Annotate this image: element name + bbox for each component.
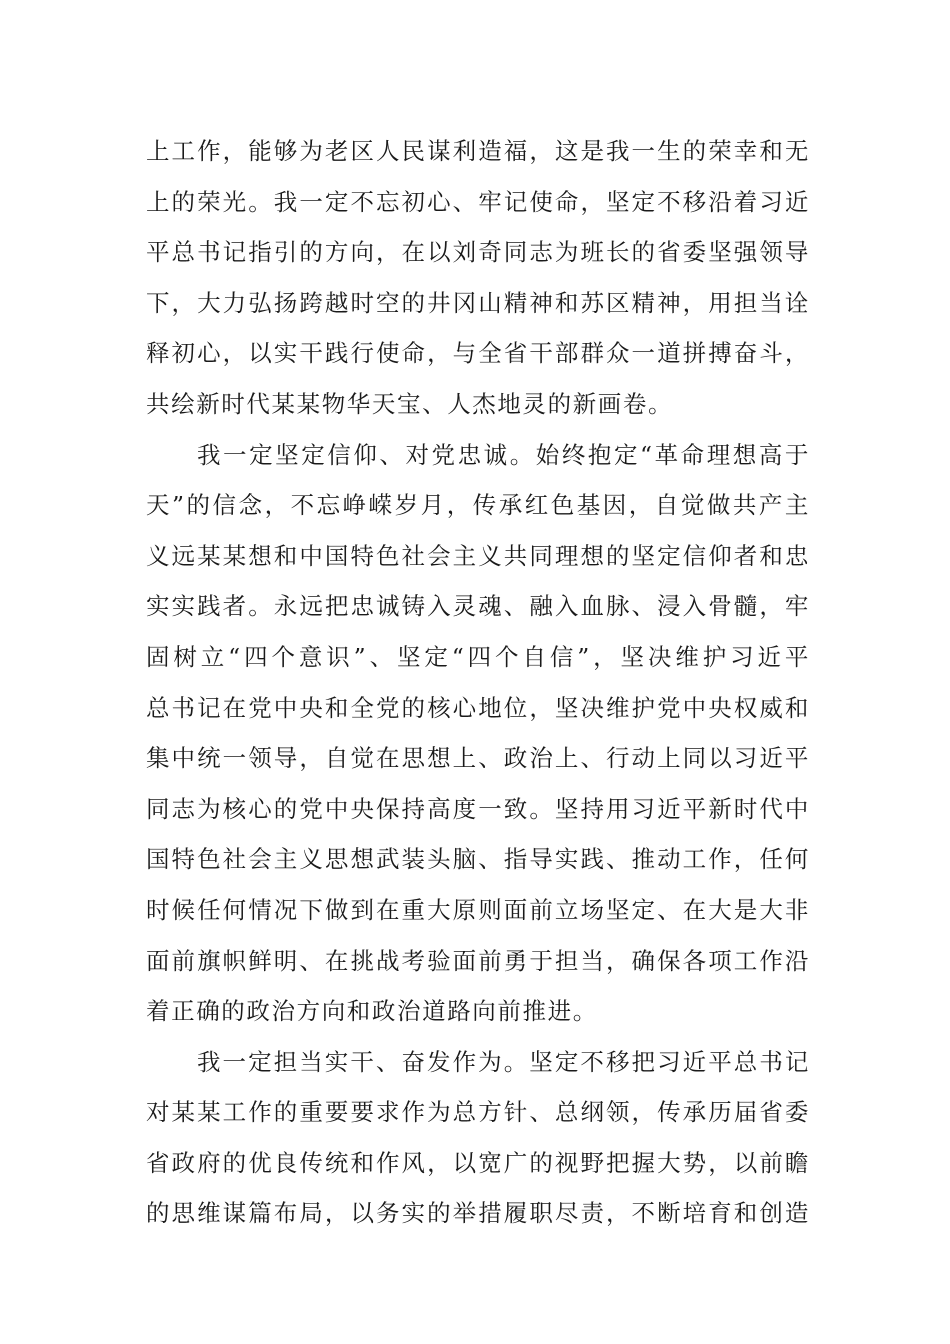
text-line: 下，大力弘扬跨越时空的井冈山精神和苏区精神，用担当诠 [146,288,810,317]
text-line: 我一定坚定信仰、对党忠诚。始终抱定“革命理想高于 [197,440,810,469]
text-line: 总书记在党中央和全党的核心地位，坚决维护党中央权威和 [146,693,810,722]
text-line: 同志为核心的党中央保持高度一致。坚持用习近平新时代中 [146,794,810,823]
text-line: 平总书记指引的方向，在以刘奇同志为班长的省委坚强领导 [146,238,810,267]
text-line: 我一定担当实干、奋发作为。坚定不移把习近平总书记 [197,1047,810,1076]
text-line: 的思维谋篇布局，以务实的举措履职尽责，不断培育和创造 [146,1199,810,1228]
text-line: 国特色社会主义思想武装头脑、指导实践、推动工作，任何 [146,845,810,874]
text-line: 省政府的优良传统和作风，以宽广的视野把握大势，以前瞻 [146,1148,810,1177]
text-line: 对某某工作的重要要求作为总方针、总纲领，传承历届省委 [146,1098,810,1127]
text-line: 时候任何情况下做到在重大原则面前立场坚定、在大是大非 [146,895,810,924]
text-line: 着正确的政治方向和政治道路向前推进。 [146,997,598,1026]
text-line: 释初心，以实干践行使命，与全省干部群众一道拼搏奋斗， [146,339,810,368]
text-line: 实实践者。永远把忠诚铸入灵魂、融入血脉、浸入骨髓，牢 [146,592,810,621]
text-line: 面前旗帜鲜明、在挑战考验面前勇于担当，确保各项工作沿 [146,946,810,975]
text-line: 天”的信念，不忘峥嵘岁月，传承红色基因，自觉做共产主 [146,491,810,520]
text-line: 上工作，能够为老区人民谋利造福，这是我一生的荣幸和无 [146,137,810,165]
text-line: 集中统一领导，自觉在思想上、政治上、行动上同以习近平 [146,744,810,773]
text-line: 义远某某想和中国特色社会主义共同理想的坚定信仰者和忠 [146,541,810,570]
text-line: 共绘新时代某某物华天宝、人杰地灵的新画卷。 [146,389,674,418]
text-line: 固树立“四个意识”、坚定“四个自信”，坚决维护习近平 [146,642,810,671]
document-body [146,126,810,1239]
text-line: 上的荣光。我一定不忘初心、牢记使命，坚定不移沿着习近 [146,187,810,216]
